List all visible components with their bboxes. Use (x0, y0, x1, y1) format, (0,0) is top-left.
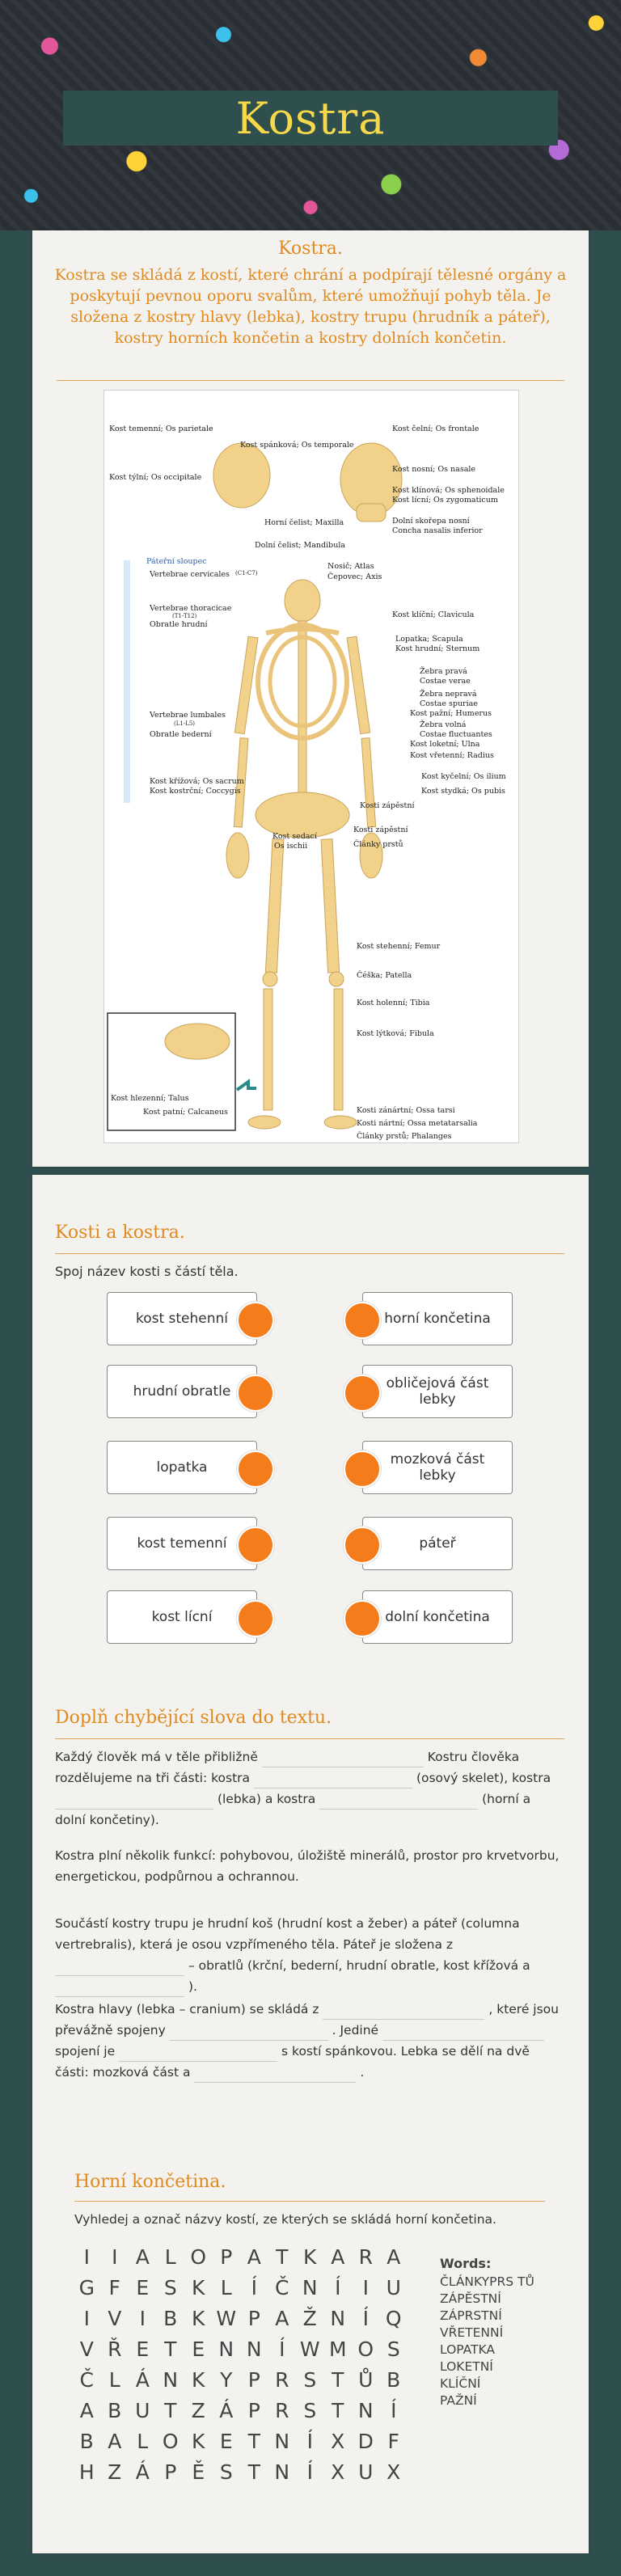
wordsearch-cell[interactable]: W (299, 2337, 320, 2361)
label-l15: (L1-L5) (174, 720, 196, 727)
wordsearch-cell[interactable]: U (386, 2275, 401, 2299)
fill-blank[interactable] (55, 1794, 213, 1810)
fill-blank[interactable] (254, 1773, 412, 1788)
wordsearch-cell[interactable]: A (275, 2306, 289, 2330)
wordsearch-cell[interactable]: P (164, 2460, 177, 2484)
wordsearch-cell[interactable]: A (331, 2244, 345, 2269)
wordsearch-cell[interactable]: P (220, 2244, 233, 2269)
label-temporale: Kost spánková; Os temporale (240, 441, 354, 450)
label-costae-fluct: Costae fluctuantes (420, 730, 492, 739)
label-pubis: Kost stydká; Os pubis (421, 787, 505, 796)
page-title: Kostra (235, 92, 386, 144)
wordsearch-cell[interactable]: Á (135, 2460, 150, 2484)
label-sternum: Kost hrudní; Sternum (395, 644, 480, 653)
match-left-dot[interactable] (237, 1527, 274, 1564)
wordsearch-cell[interactable]: N (246, 2337, 262, 2361)
wordsearch-cell[interactable]: S (303, 2398, 317, 2422)
wordsearch-cell[interactable]: K (192, 2306, 205, 2330)
wordsearch-cell[interactable]: A (247, 2244, 261, 2269)
fill-blank[interactable] (194, 2067, 356, 2083)
wordsearch-cell[interactable]: Á (135, 2367, 150, 2392)
wordsearch-cell[interactable]: V (108, 2306, 122, 2330)
wordsearch-cell[interactable]: Í (251, 2275, 257, 2299)
wordsearch-cell[interactable]: I (362, 2275, 369, 2299)
fill-text: Kostru člověka rozdělujeme na tři části: kostra (55, 1750, 520, 1785)
wordsearch-cell[interactable]: Z (191, 2398, 205, 2422)
match-title: Kosti a kostra. (55, 1223, 185, 1243)
wordsearch-cell[interactable]: Í (391, 2398, 397, 2422)
wordsearch-cell[interactable]: B (387, 2367, 401, 2392)
wordsearch-cell[interactable]: Í (306, 2460, 313, 2484)
fill-text: (lebka) a kostra (217, 1792, 316, 1806)
wordsearch-cell[interactable]: R (275, 2367, 289, 2392)
wordsearch-cell[interactable]: F (108, 2275, 120, 2299)
wordsearch-cell[interactable]: A (79, 2398, 94, 2422)
label-phalanges: Články prstů; Phalanges (357, 1132, 452, 1141)
label-ulna: Kost loketní; Ulna (410, 740, 480, 749)
fill-text: . (360, 2065, 365, 2080)
wordsearch-cell[interactable]: N (274, 2460, 290, 2484)
wordsearch-cell[interactable]: S (219, 2460, 233, 2484)
wordsearch-instruction: Vyhledej a označ názvy kostí, ze kterých se skládá horní končetina. (74, 2212, 496, 2227)
label-atlas: Nosič; Atlas (327, 562, 374, 571)
wordsearch-cell[interactable]: I (112, 2244, 118, 2269)
wordsearch-cell[interactable]: V (79, 2337, 94, 2361)
wordsearch-cell[interactable]: I (83, 2244, 90, 2269)
wordsearch-cell[interactable]: U (135, 2398, 150, 2422)
label-sedaci: Kost sedací (272, 832, 317, 841)
label-zebra-volna: Žebra volná (420, 720, 467, 729)
fill-text: – obratlů (krční, bederní, hrudní obratle, kost křížová a (188, 1958, 530, 1973)
wordsearch-cell[interactable]: T (276, 2244, 289, 2269)
fill-blank[interactable] (382, 2025, 544, 2041)
wordsearch-cell[interactable]: B (79, 2429, 94, 2453)
label-obratle-hrudni: Obratle hrudní (150, 620, 208, 629)
label-lumbales: Vertebrae lumbales (150, 711, 226, 720)
match-right-dot[interactable] (344, 1302, 381, 1339)
label-zapestni: Kosti zápěstní (353, 826, 408, 834)
label-costae-verae: Costae verae (420, 677, 471, 686)
label-metatarsalia: Kosti nártní; Ossa metatarsalia (357, 1119, 478, 1128)
wordsearch-cell[interactable]: U (358, 2460, 374, 2484)
label-axis: Čepovec; Axis (327, 572, 382, 581)
fill-text: Kostra hlavy (lebka – cranium) se skládá z (55, 2002, 319, 2016)
wordsearch-cell[interactable]: Č (79, 2367, 94, 2392)
label-frontale: Kost čelní; Os frontale (392, 424, 479, 433)
label-occipitale: Kost týlní; Os occipitale (109, 473, 202, 482)
wordsearch-cell[interactable]: Ž (302, 2306, 317, 2330)
intro-title: Kostra. (278, 239, 343, 259)
word-item: KLÍČNÍ (440, 2376, 481, 2391)
wordsearch-cell[interactable]: F (387, 2429, 399, 2453)
wordsearch-cell[interactable]: M (328, 2337, 347, 2361)
wordsearch-cell[interactable]: L (108, 2367, 120, 2392)
match-left-dot[interactable] (237, 1451, 274, 1488)
wordsearch-cell[interactable]: S (163, 2275, 177, 2299)
match-right-item[interactable]: páteř (362, 1517, 513, 1570)
fill-text: (horní a dolní končetiny). (55, 1792, 531, 1827)
label-costae-spuriae: Costae spuriae (420, 699, 478, 708)
word-item: ZÁPĚSTNÍ (440, 2291, 501, 2306)
wordsearch-cell[interactable]: N (274, 2429, 290, 2453)
wordsearch-title: Horní končetina. (74, 2172, 226, 2192)
fill-blank[interactable] (319, 1794, 478, 1810)
label-c17: (C1-C7) (235, 570, 258, 576)
word-item: ČLÁNKYPRS TŮ (440, 2274, 534, 2289)
wordsearch-cell[interactable]: E (192, 2337, 205, 2361)
wordsearch-cell[interactable]: G (78, 2275, 95, 2299)
match-left-item[interactable]: kost stehenní (107, 1292, 257, 1345)
wordsearch-cell[interactable]: X (331, 2460, 345, 2484)
fill-text: , které jsou převážně spojeny (55, 2002, 559, 2038)
header-banner (0, 0, 621, 230)
wordsearch-cell[interactable]: O (162, 2429, 179, 2453)
fill-text: Součástí kostry trupu je hrudní koš (hrudní kost a žeber) a páteř (columna vertrebralis), která je osou vzpřímeného těla. Páteř je složena z (55, 1916, 520, 1952)
label-coccygis: Kost kostrční; Coccygis (150, 787, 241, 796)
match-left-item[interactable]: kost temenní (107, 1517, 257, 1570)
divider (55, 1738, 564, 1739)
label-ilium: Kost kyčelní; Os ilium (421, 772, 506, 781)
wordsearch-cell[interactable]: P (247, 2306, 260, 2330)
label-spine: Páteřní sloupec (146, 557, 207, 566)
fill-blank[interactable] (55, 1982, 184, 1997)
fill-text: Každý člověk má v těle přibližně (55, 1750, 258, 1764)
wordsearch-cell[interactable]: S (387, 2337, 400, 2361)
fill-paragraph-2: Kostra plní několik funkcí: pohybovou, úložiště minerálů, prostor pro krvetvorbu, energetickou, podpůrnou a ochrannou. (55, 1848, 560, 1884)
match-right-dot[interactable] (344, 1600, 381, 1637)
wordsearch-cell[interactable]: N (357, 2398, 374, 2422)
match-left-dot[interactable] (237, 1375, 274, 1412)
wordsearch-cell[interactable]: P (247, 2367, 260, 2392)
wordsearch-cell[interactable]: T (247, 2429, 260, 2453)
match-left-item[interactable]: lopatka (107, 1441, 257, 1494)
wordsearch-cell[interactable]: S (303, 2367, 317, 2392)
fill-title: Doplň chybějící slova do textu. (55, 1708, 332, 1728)
wordsearch-cell[interactable]: T (164, 2398, 177, 2422)
label-nasale: Kost nosní; Os nasale (392, 465, 476, 474)
label-radius: Kost vřetenní; Radius (410, 751, 494, 760)
label-talus: Kost hlezenní; Talus (111, 1094, 189, 1103)
label-tarsi: Kosti zánártní; Ossa tarsi (357, 1106, 455, 1115)
match-right-dot[interactable] (344, 1527, 381, 1564)
fill-text: . Jediné (332, 2023, 379, 2038)
wordsearch-cell[interactable]: Ř (108, 2337, 122, 2361)
label-clanky-prstu: Články prstů (353, 840, 403, 849)
label-thoracicae: Vertebrae thoracicae (150, 604, 232, 613)
fill-paragraph-1 (55, 1746, 564, 1831)
wordsearch-cell[interactable]: T (164, 2337, 177, 2361)
wordsearch-cell[interactable]: W (216, 2306, 237, 2330)
match-left-item[interactable]: kost lícní (107, 1590, 257, 1644)
fill-paragraph-4 (55, 1999, 564, 2083)
label-parietale: Kost temenní; Os parietale (109, 424, 213, 433)
label-humerus: Kost pažní; Humerus (410, 709, 492, 718)
divider (74, 2201, 545, 2202)
wordsearch-cell[interactable]: B (163, 2306, 178, 2330)
label-mandibula: Dolní čelist; Mandibula (255, 541, 346, 550)
word-item: PAŽNÍ (440, 2393, 477, 2408)
wordsearch-cell[interactable]: A (108, 2429, 122, 2453)
wordsearch-cell[interactable]: Q (385, 2306, 402, 2330)
wordsearch-cell[interactable]: K (192, 2429, 205, 2453)
wordsearch-cell[interactable]: Ů (358, 2367, 374, 2392)
label-fibula: Kost lýtková; Fibula (357, 1029, 434, 1038)
wordsearch-cell[interactable]: P (247, 2398, 260, 2422)
wordsearch-cell[interactable]: T (332, 2367, 344, 2392)
wordsearch-cell[interactable]: A (135, 2244, 150, 2269)
wordsearch-cell[interactable]: N (218, 2337, 234, 2361)
fill-blank[interactable] (119, 2046, 277, 2062)
label-femur: Kost stehenní; Femur (357, 942, 441, 951)
label-concha: Concha nasalis inferior (392, 526, 483, 535)
wordsearch-cell[interactable]: N (302, 2275, 318, 2299)
fill-text: spojení je (55, 2044, 116, 2059)
wordsearch-cell[interactable]: Í (362, 2306, 369, 2330)
skeleton-figure (104, 390, 519, 1143)
wordsearch-cell[interactable]: H (78, 2460, 95, 2484)
label-clavicula: Kost klíční; Clavicula (392, 610, 475, 619)
wordsearch-cell[interactable]: X (387, 2460, 401, 2484)
wordsearch-cell[interactable]: E (136, 2275, 150, 2299)
wordsearch-cell[interactable]: I (83, 2306, 90, 2330)
fill-text: (osový skelet), kostra (416, 1771, 551, 1785)
match-instruction: Spoj název kosti s částí těla. (55, 1264, 239, 1279)
words-list (440, 2274, 545, 2409)
match-right-dot[interactable] (344, 1375, 381, 1412)
word-item: ZÁPRSTNÍ (440, 2308, 502, 2323)
match-left-item[interactable]: hrudní obratle (107, 1365, 257, 1418)
match-left-dot[interactable] (237, 1600, 274, 1637)
wordsearch-cell[interactable]: A (387, 2244, 401, 2269)
fill-text: s kostí spánkovou. Lebka se dělí na dvě části: mozková část a (55, 2044, 530, 2080)
wordsearch-cell[interactable]: N (330, 2306, 346, 2330)
label-th112: (T1-T12) (172, 613, 197, 619)
wordsearch-cell[interactable]: T (247, 2460, 260, 2484)
wordsearch-cell[interactable]: T (332, 2398, 344, 2422)
label-zygomaticum: Kost lícní; Os zygomaticum (392, 496, 498, 505)
wordsearch-cell[interactable]: R (275, 2398, 289, 2422)
intro-text: Kostra se skládá z kostí, které chrání a podpírají tělesné orgány a poskytují pevnou oporu svalům, které umožňují pohyb těla. Je složena z kostry hlavy (lebka), kostry trupu (hrudník a páteř), kostry horních končetin a kostry dolních končetin. (54, 266, 567, 347)
word-item: VŘETENNÍ (440, 2325, 504, 2340)
wordsearch-cell[interactable]: K (192, 2275, 205, 2299)
label-sphenoidale: Kost klínová; Os sphenoidale (392, 486, 505, 495)
wordsearch-cell[interactable]: Č (275, 2275, 289, 2299)
label-ischii: Os ischii (274, 842, 308, 851)
match-right-dot[interactable] (344, 1451, 381, 1488)
match-right-item[interactable]: obličejová část lebky (362, 1365, 513, 1418)
label-sacrum: Kost křížová; Os sacrum (150, 777, 244, 786)
fill-blank[interactable] (170, 2025, 328, 2041)
label-maxilla: Horní čelist; Maxilla (264, 518, 344, 527)
fill-text: ). (188, 1979, 197, 1994)
wordsearch-cell[interactable]: B (108, 2398, 122, 2422)
wordsearch-cell[interactable]: D (357, 2429, 374, 2453)
words-label: Words: (440, 2256, 492, 2271)
label-cervicales: Vertebrae cervicales (150, 570, 230, 579)
fill-blank[interactable] (55, 1961, 184, 1976)
wordsearch-cell[interactable]: N (163, 2367, 179, 2392)
title-bar (63, 91, 558, 146)
wordsearch-cell[interactable]: Y (220, 2367, 233, 2392)
fill-paragraph-3 (55, 1913, 564, 1997)
wordsearch-cell[interactable]: E (219, 2429, 233, 2453)
wordsearch-cell[interactable]: K (303, 2244, 317, 2269)
wordsearch-cell[interactable]: X (331, 2429, 345, 2453)
label-calcaneus: Kost patní; Calcaneus (143, 1108, 228, 1117)
word-item: LOPATKA (440, 2342, 496, 2357)
wordsearch-cell[interactable]: R (358, 2244, 373, 2269)
divider (57, 380, 564, 381)
wordsearch-grid[interactable] (73, 2241, 408, 2487)
divider (55, 1253, 564, 1254)
fill-blank[interactable] (262, 1752, 424, 1767)
wordsearch-cell[interactable]: L (220, 2275, 232, 2299)
wordsearch-cell[interactable]: K (192, 2367, 205, 2392)
wordsearch-cell[interactable]: Í (335, 2275, 341, 2299)
intro-card (32, 230, 589, 1167)
wordsearch-cell[interactable]: I (139, 2306, 146, 2330)
fill-blank[interactable] (323, 2004, 484, 2020)
label-zapestni-kosti: Kosti zápěstní (360, 801, 415, 810)
match-right-item[interactable]: dolní končetina (362, 1590, 513, 1644)
wordsearch-cell[interactable]: L (164, 2244, 176, 2269)
match-right-item[interactable]: mozková část lebky (362, 1441, 513, 1494)
label-patella: Čéška; Patella (357, 971, 412, 980)
label-skorepa: Dolní skořepa nosní (392, 517, 470, 526)
label-tibia: Kost holenní; Tibia (357, 999, 430, 1007)
label-zebra-neprava: Žebra nepravá (420, 690, 477, 699)
wordsearch-cell[interactable]: Z (108, 2460, 122, 2484)
wordsearch-cell[interactable]: L (137, 2429, 149, 2453)
label-obratle-bederni: Obratle bederní (150, 730, 212, 739)
match-right-item[interactable]: horní končetina (362, 1292, 513, 1345)
wordsearch-cell[interactable]: Í (306, 2429, 313, 2453)
label-zebra-prava: Žebra pravá (420, 667, 467, 676)
wordsearch-cell[interactable]: O (190, 2244, 207, 2269)
wordsearch-cell[interactable]: E (136, 2337, 150, 2361)
wordsearch-cell[interactable]: O (357, 2337, 374, 2361)
wordsearch-cell[interactable]: Á (219, 2398, 234, 2422)
match-left-dot[interactable] (237, 1302, 274, 1339)
label-scapula: Lopatka; Scapula (395, 635, 463, 644)
wordsearch-cell[interactable]: Ě (192, 2460, 205, 2484)
word-item: LOKETNÍ (440, 2359, 493, 2374)
wordsearch-cell[interactable]: Í (279, 2337, 285, 2361)
